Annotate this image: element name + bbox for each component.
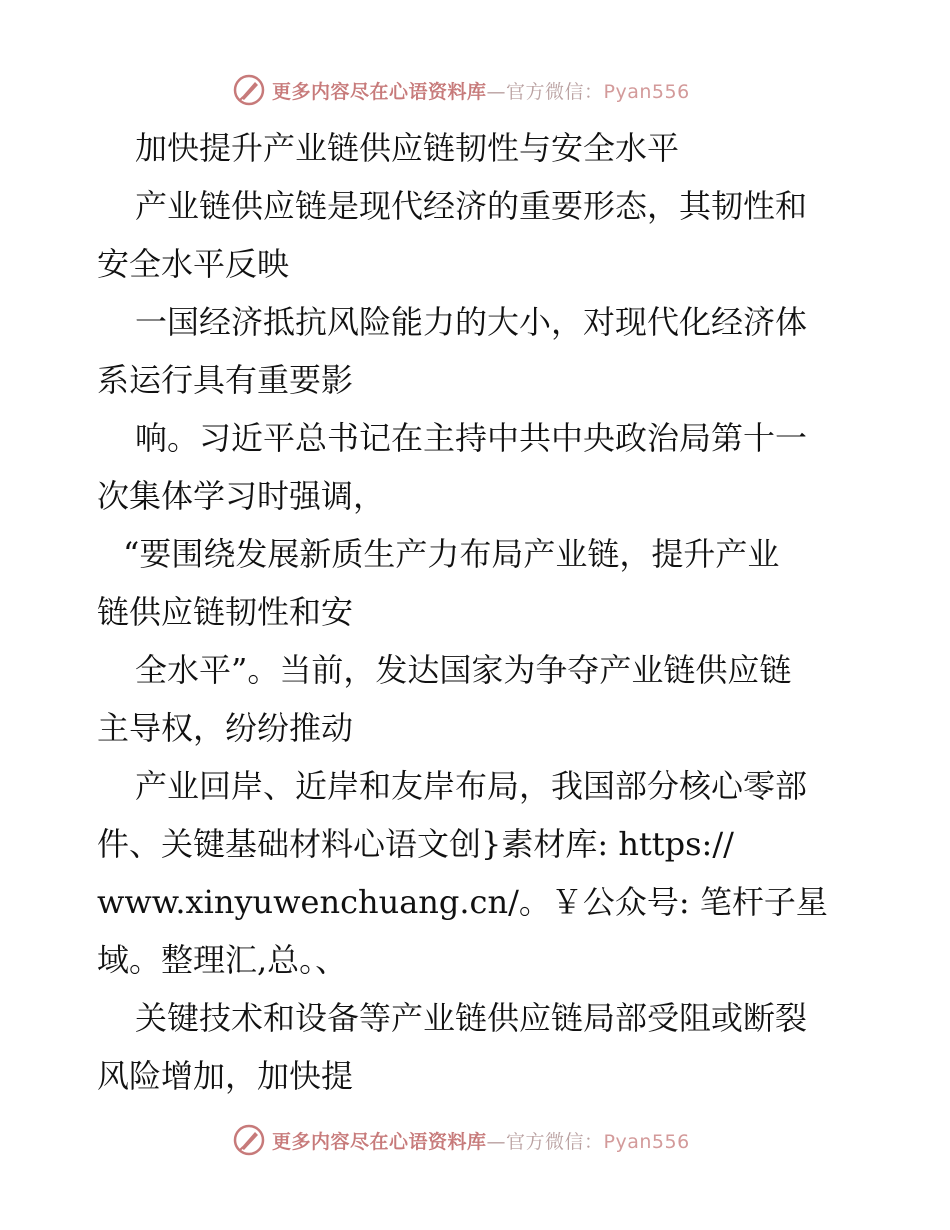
watermark-wechat-label: 官方微信：: [506, 1130, 604, 1153]
quill-logo-icon: [232, 1123, 266, 1157]
paragraph-line: 系运行具有重要影: [97, 361, 354, 399]
paragraph-line: 安全水平反映: [97, 245, 290, 283]
watermark-wechat-label: 官方微信：: [506, 80, 604, 103]
watermark-brand: 更多内容尽在心语资料库: [272, 1130, 487, 1153]
paragraph-line: 关键技术和设备等产业链供应链局部受阻或断裂: [135, 999, 808, 1037]
watermark-brand: 更多内容尽在心语资料库: [272, 80, 487, 103]
quill-logo-icon: [232, 73, 266, 107]
paragraph-line: 响。习近平总书记在主持中共中央政治局第十一: [135, 419, 808, 457]
header-watermark: [232, 72, 690, 108]
watermark-wechat-id: Pyan556: [603, 1130, 690, 1153]
paragraph-line: 链供应链韧性和安: [97, 593, 354, 631]
paragraph-line: 风险增加，加快提: [97, 1057, 354, 1095]
footer-watermark: [232, 1122, 690, 1158]
paragraph-line: 全水平”。当前，发达国家为争夺产业链供应链: [135, 651, 792, 689]
paragraph-line: 产业回岸、近岸和友岸布局，我国部分核心零部: [135, 767, 808, 805]
paragraph-line: 产业链供应链是现代经济的重要形态，其韧性和: [135, 187, 808, 225]
watermark-dash: —: [486, 80, 507, 103]
document-body: [97, 119, 857, 1105]
paragraph-line: “要围绕发展新质生产力布局产业链，提升产业: [123, 535, 780, 573]
watermark-wechat-id: Pyan556: [603, 80, 690, 103]
paragraph-line: 域。整理汇,总。、: [97, 941, 348, 979]
paragraph-line: 件、关键基础材料心语文创}素材库: https://: [97, 825, 734, 863]
paragraph-line: 次集体学习时强调，: [97, 477, 386, 515]
paragraph-line: 一国经济抵抗风险能力的大小，对现代化经济体: [135, 303, 808, 341]
watermark-dash: —: [486, 1130, 507, 1153]
document-title: 加快提升产业链供应链韧性与安全水平: [135, 129, 680, 167]
paragraph-line: 主导权，纷纷推动: [97, 709, 354, 747]
paragraph-line: www.xinyuwenchuang.cn/。￥公众号: 笔杆子星: [97, 883, 828, 921]
